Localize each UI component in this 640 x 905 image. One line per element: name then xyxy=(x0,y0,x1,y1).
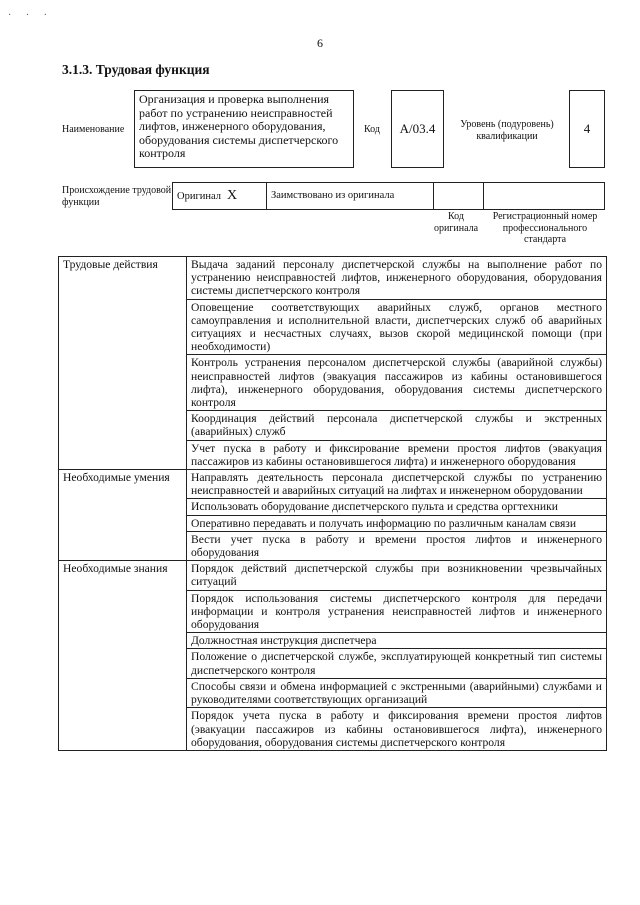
table-cell: Направлять деятельность персонала диспетчерской службы по устранению неисправностей и аварийных ситуаций на лифтах и инженерном оборудовании xyxy=(187,470,607,499)
origin-label: Происхождение трудовой функции xyxy=(62,185,172,208)
name-label: Наименование xyxy=(62,124,125,135)
borrowed-label: Заимствовано из оригинала xyxy=(267,183,434,209)
original-mark: X xyxy=(227,188,238,203)
table-cell: Порядок учета пуска в работу и фиксирования времени простоя лифтов (эвакуации пассажиров из кабины остановившегося лифта), инженерного оборудования, оборудования системы диспетчерского контроля xyxy=(187,708,607,751)
table-cell: Способы связи и обмена информацией с экстренными (аварийными) службами и руководителями соответствующих организаций xyxy=(187,678,607,707)
origin-row xyxy=(172,182,605,210)
table-cell: Оперативно передавать и получать информацию по различным каналам связи xyxy=(187,515,607,531)
table-cell: Порядок действий диспетчерской службы при возникновении чрезвычайных ситуаций xyxy=(187,561,607,590)
category-required-skills: Необходимые умения xyxy=(59,470,187,561)
table-cell: Координация действий персонала диспетчерской службы и экстренных (аварийных) служб xyxy=(187,411,607,440)
origin-reg-cell xyxy=(484,183,604,209)
table-cell: Оповещение соответствующих аварийных служб, органов местного самоуправления и исполнительной власти, диспетчерских служб об аварийных ситуациях и несчастных случаях, вызов скорой медицинской помощи (при необходимости) xyxy=(187,299,607,355)
page-number: 6 xyxy=(317,36,323,50)
table-cell: Выдача заданий персоналу диспетчерской службы на выполнение работ по устранению неисправностей лифтов, инженерного оборудования, оборудования системы диспетчерского контроля xyxy=(187,257,607,300)
category-labor-actions: Трудовые действия xyxy=(59,257,187,470)
origin-original-cell xyxy=(173,183,267,209)
table-cell: Должностная инструкция диспетчера xyxy=(187,633,607,649)
table-row xyxy=(59,561,607,590)
section-title: 3.1.3. Трудовая функция xyxy=(62,62,210,77)
table-cell: Положение о диспетчерской службе, эксплуатирующей конкретный тип системы диспетчерского контроля xyxy=(187,649,607,678)
table-cell: Порядок использования системы диспетчерского контроля для передачи информации и контроля устранения неисправностей лифтов и инженерного оборудования xyxy=(187,590,607,633)
table-cell: Контроль устранения персоналом диспетчерской службы (аварийной службы) неисправностей лифтов (эвакуация пассажиров из кабины остановившегося лифта), инженерного оборудования, оборудования системы диспетчерского контроля xyxy=(187,355,607,411)
table-row xyxy=(59,257,607,300)
code-caption: Код оригинала xyxy=(433,211,479,234)
function-name-box: Организация и проверка выполнения работ по устранению неисправностей лифтов, инженерного оборудования, оборудования системы диспетчерского контроля xyxy=(134,90,354,168)
table-cell: Использовать оборудование диспетчерского пульта и средства оргтехники xyxy=(187,499,607,515)
level-label: Уровень (подуровень) квалификации xyxy=(460,119,554,142)
labor-function-table xyxy=(58,256,607,751)
origin-code-cell xyxy=(434,183,484,209)
level-value-box: 4 xyxy=(569,90,605,168)
table-row xyxy=(59,470,607,499)
reg-number-caption: Регистрационный номер профессионального стандарта xyxy=(492,211,598,245)
code-value-box: A/03.4 xyxy=(391,90,444,168)
table-cell: Вести учет пуска в работу и времени простоя лифтов и инженерного оборудования xyxy=(187,531,607,560)
scan-specks: · · · xyxy=(8,10,53,21)
category-required-knowledge: Необходимые знания xyxy=(59,561,187,751)
table-cell: Учет пуска в работу и фиксирование времени простоя лифтов (эвакуация пассажиров из кабины остановившегося лифта) и инженерного оборудования xyxy=(187,440,607,469)
code-label: Код xyxy=(364,124,380,135)
original-label: Оригинал xyxy=(177,191,221,202)
